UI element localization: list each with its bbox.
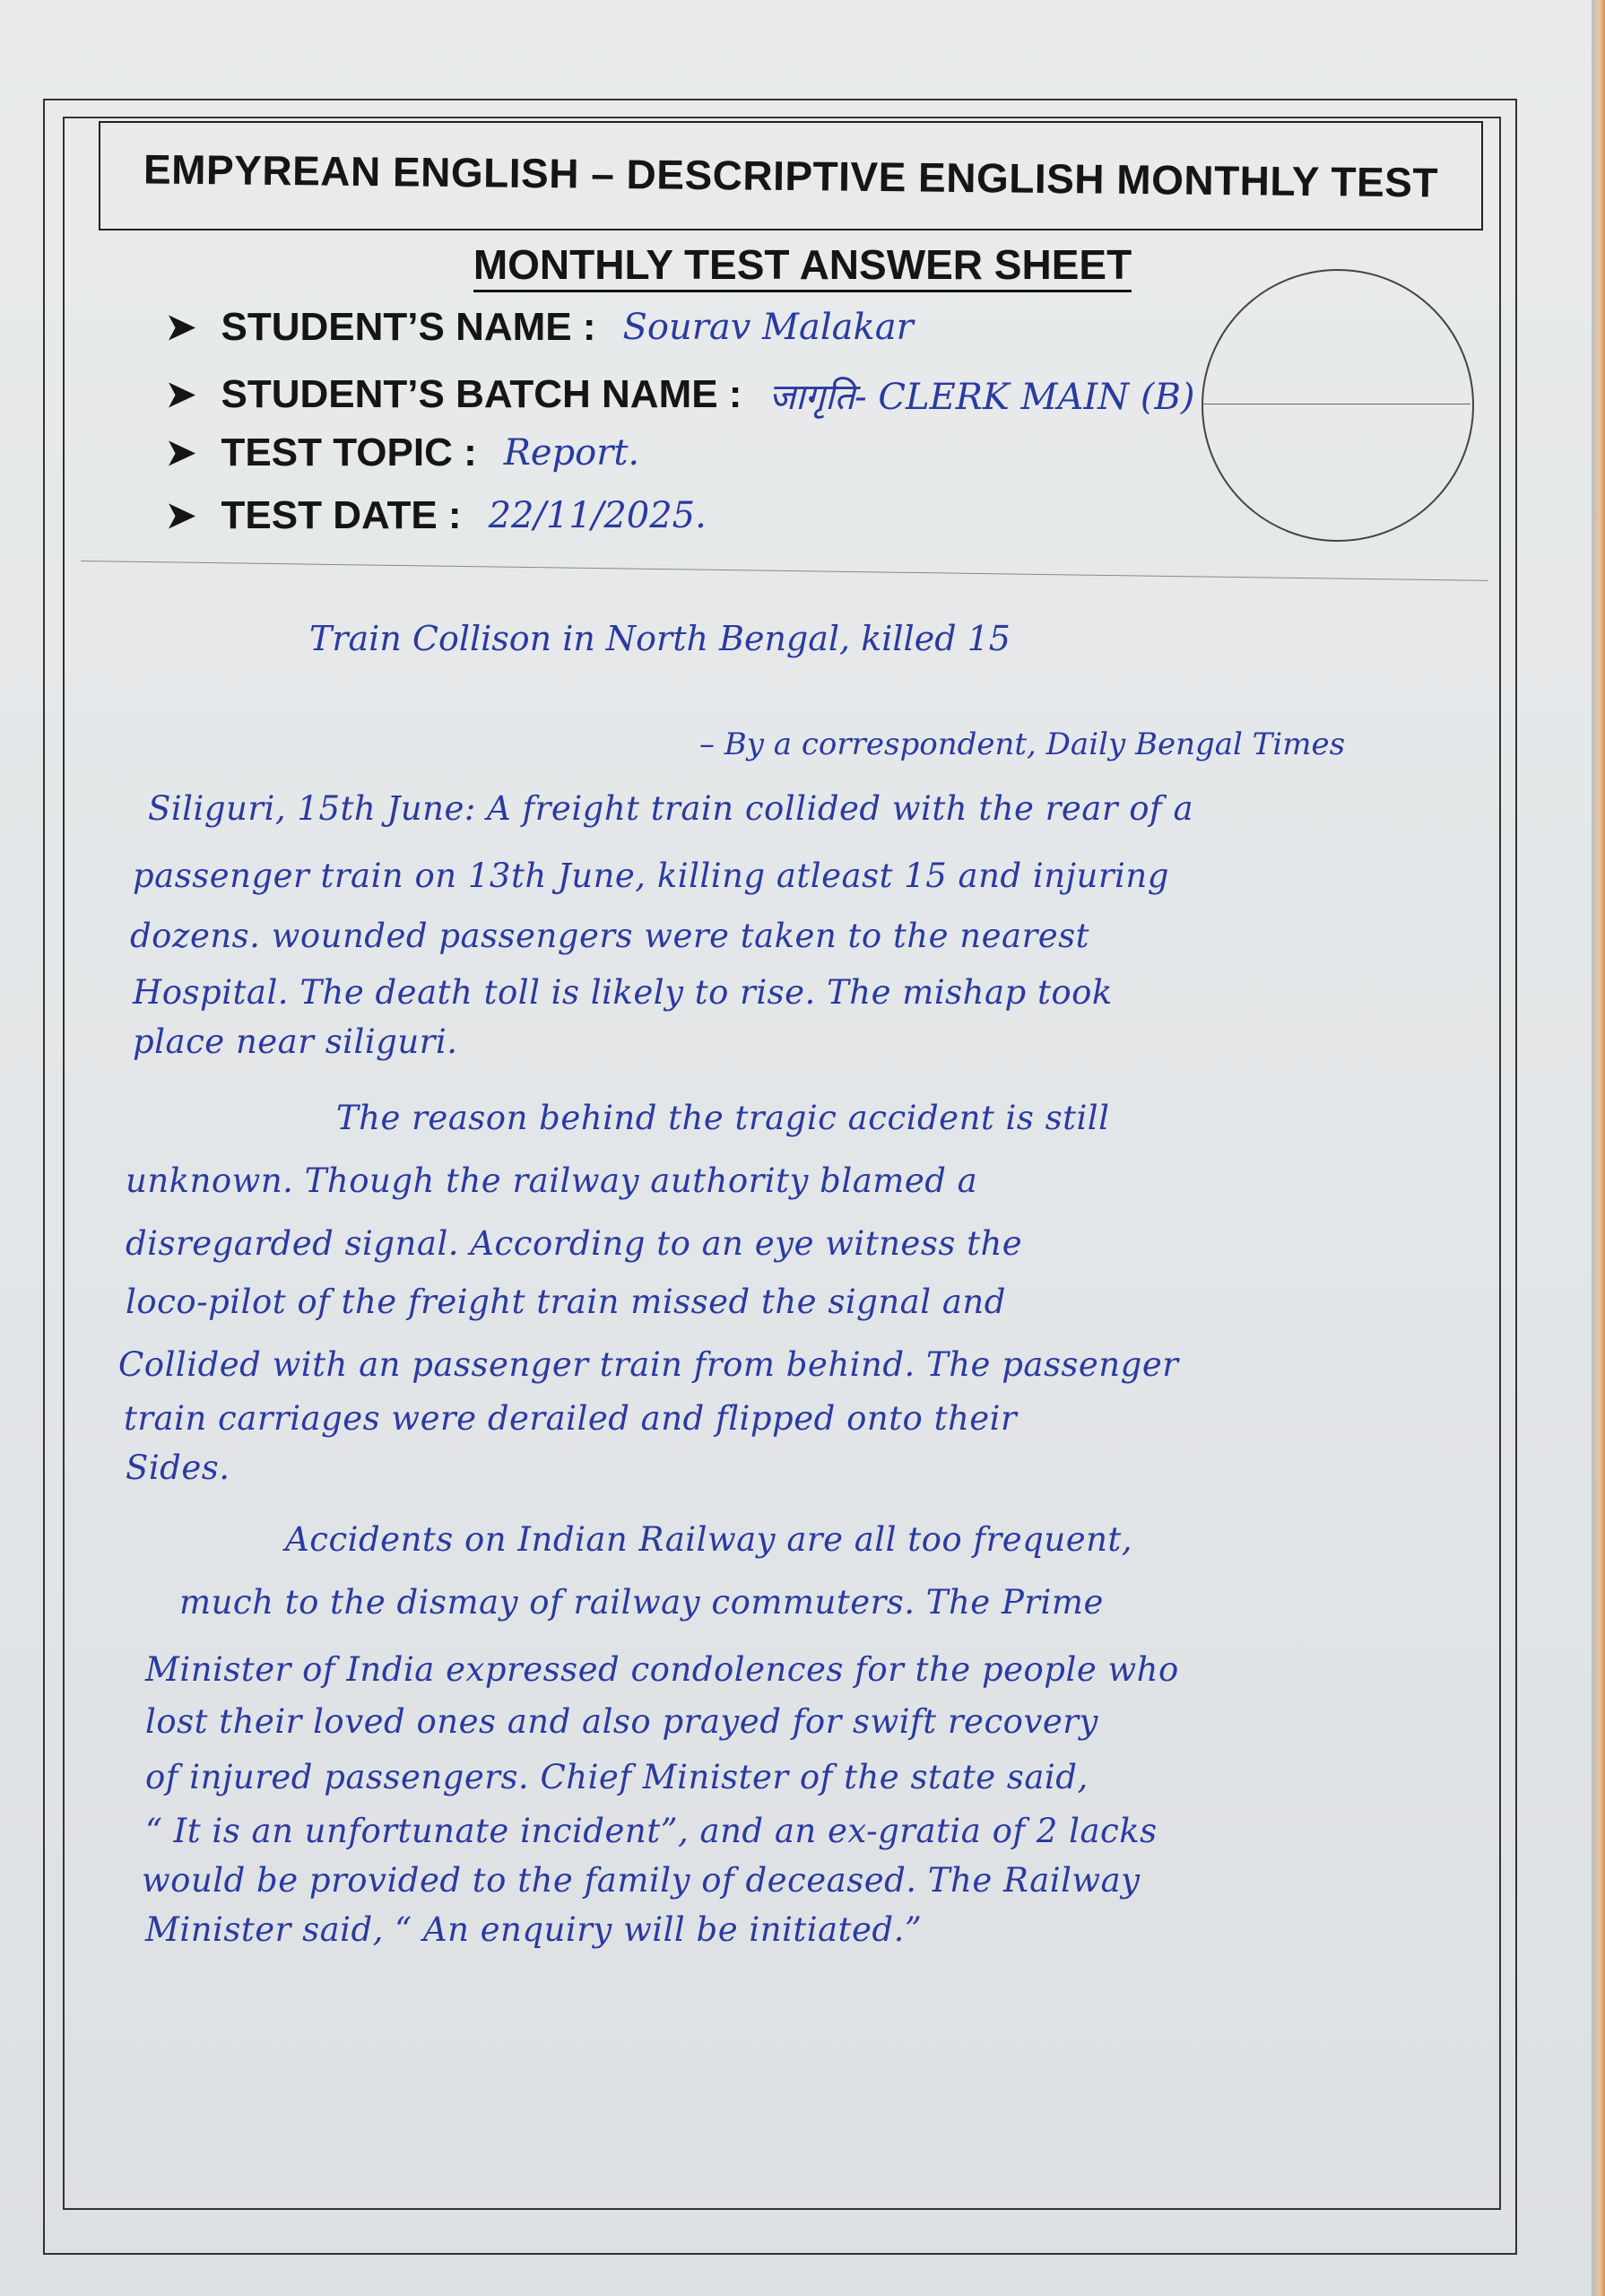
field-batch-name bbox=[166, 368, 1194, 422]
report-byline: – By a correspondent, Daily Bengal Times bbox=[699, 726, 1346, 762]
report-line: Sides. bbox=[126, 1448, 230, 1487]
arrow-bullet-icon: ➤ bbox=[166, 308, 196, 347]
report-line: Hospital. The death toll is likely to rise. The mishap took bbox=[133, 973, 1113, 1012]
field-test-topic bbox=[166, 426, 639, 480]
report-line: disregarded signal. According to an eye witness the bbox=[126, 1224, 1023, 1263]
field-label: STUDENT’S BATCH NAME : bbox=[221, 372, 742, 416]
field-value: जागृति- CLERK MAIN (B) bbox=[768, 376, 1195, 418]
report-line: would be provided to the family of deceased. The Railway bbox=[142, 1861, 1141, 1900]
arrow-bullet-icon: ➤ bbox=[166, 433, 196, 473]
report-line: much to the dismay of railway commuters. The Prime bbox=[179, 1583, 1104, 1622]
report-line: Minister said, “ An enquiry will be initiated.” bbox=[145, 1910, 923, 1949]
page-title: EMPYREAN ENGLISH – DESCRIPTIVE ENGLISH MONTHLY TEST bbox=[143, 145, 1439, 206]
report-line: passenger train on 13th June, killing atleast 15 and injuring bbox=[133, 857, 1169, 895]
field-label: STUDENT’S NAME : bbox=[221, 305, 596, 349]
report-line: place near siliguri. bbox=[133, 1022, 458, 1061]
field-value: 22/11/2025. bbox=[488, 495, 707, 536]
report-line: train carriages were derailed and flipped onto their bbox=[124, 1399, 1018, 1438]
report-line: Collided with an passenger train from behind. The passenger bbox=[118, 1345, 1179, 1384]
arrow-bullet-icon: ➤ bbox=[166, 496, 196, 535]
field-student-name bbox=[166, 300, 914, 354]
field-value: Sourav Malakar bbox=[622, 307, 914, 348]
report-line: “ It is an unfortunate incident”, and an ex-gratia of 2 lacks bbox=[145, 1812, 1158, 1850]
report-line: loco-pilot of the freight train missed the signal and bbox=[126, 1283, 1006, 1321]
subtitle-text: MONTHLY TEST ANSWER SHEET bbox=[473, 241, 1132, 292]
photo-placeholder bbox=[1202, 269, 1474, 542]
report-line: Accidents on Indian Railway are all too frequent, bbox=[285, 1520, 1133, 1559]
report-line: of injured passengers. Chief Minister of the state said, bbox=[145, 1758, 1089, 1796]
report-line: Minister of India expressed condolences for the people who bbox=[145, 1650, 1179, 1689]
field-value: Report. bbox=[503, 432, 640, 474]
field-test-date bbox=[166, 489, 707, 543]
field-label: TEST DATE : bbox=[221, 493, 462, 537]
report-line: The reason behind the tragic accident is still bbox=[336, 1099, 1110, 1137]
report-title: Train Collison in North Bengal, killed 15 bbox=[309, 619, 1011, 658]
header-title-box bbox=[99, 121, 1483, 230]
background-edge bbox=[1592, 0, 1605, 2296]
report-line: dozens. wounded passengers were taken to the nearest bbox=[130, 917, 1090, 955]
arrow-bullet-icon: ➤ bbox=[166, 375, 196, 414]
field-label: TEST TOPIC : bbox=[221, 430, 477, 474]
report-line: Siliguri, 15th June: A freight train collided with the rear of a bbox=[148, 789, 1194, 828]
report-line: unknown. Though the railway authority blamed a bbox=[126, 1161, 978, 1200]
report-line: lost their loved ones and also prayed for swift recovery bbox=[145, 1702, 1098, 1741]
